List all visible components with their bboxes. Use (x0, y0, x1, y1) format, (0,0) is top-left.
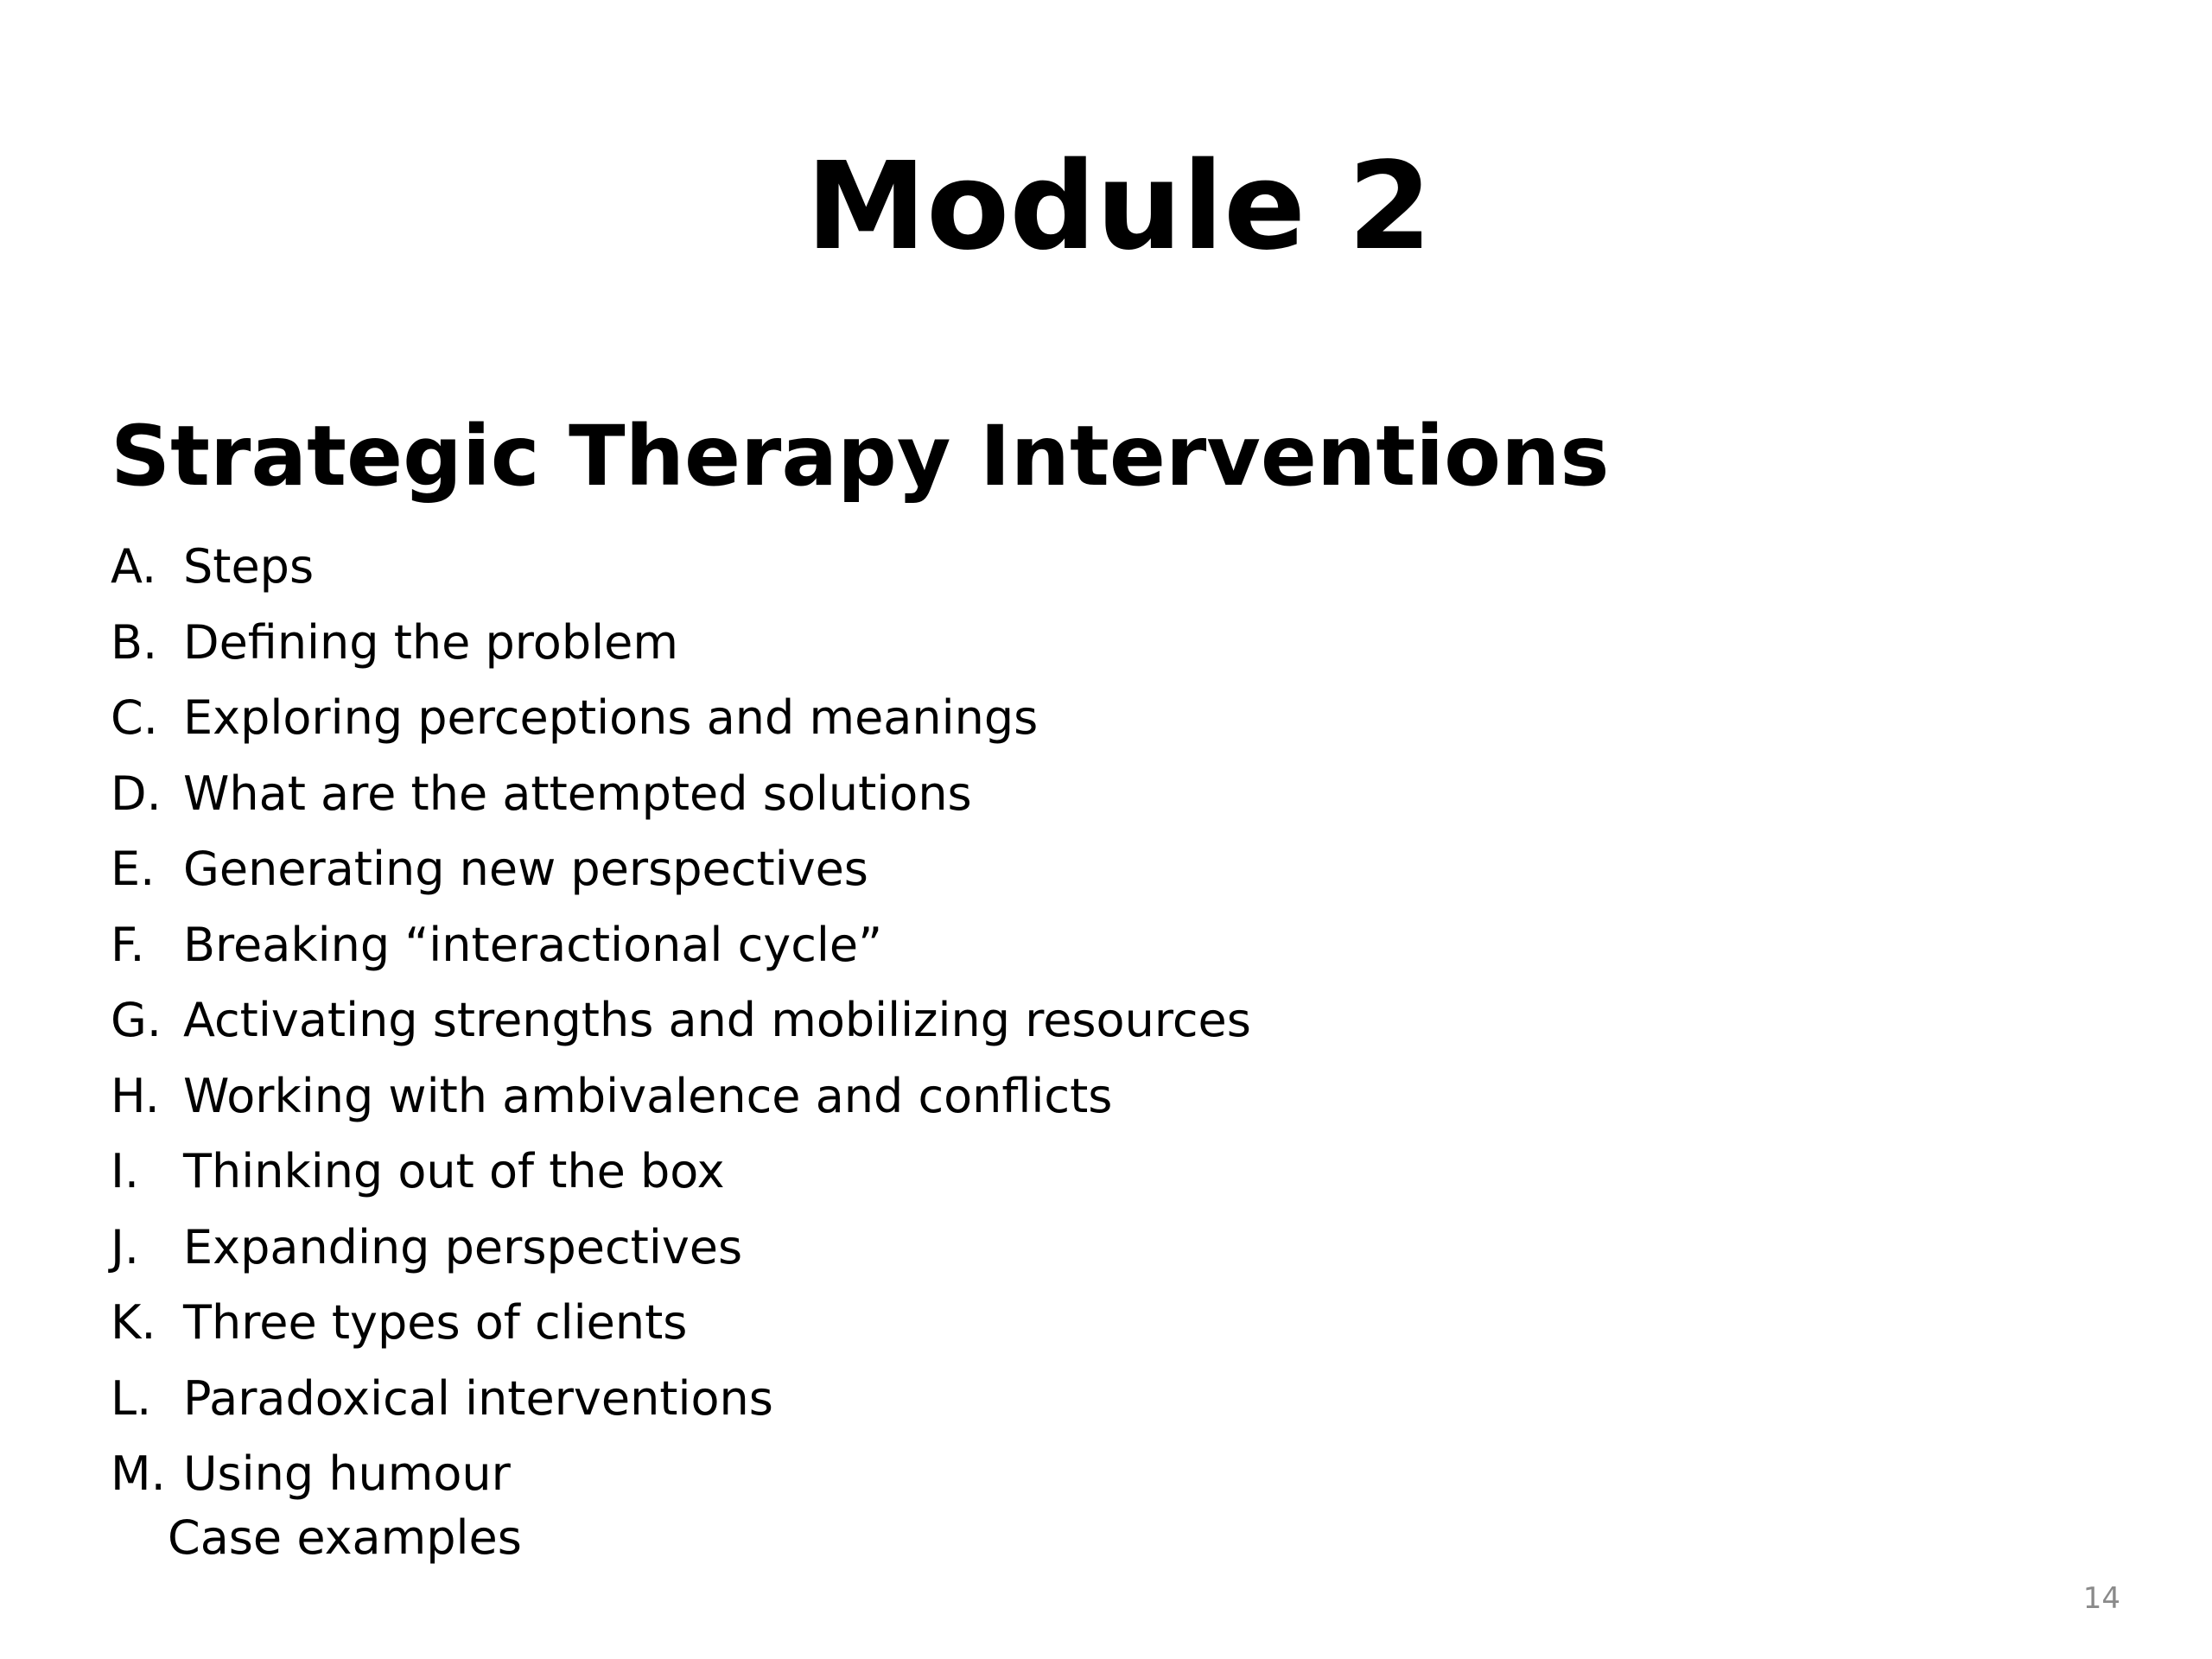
outline-text: Paradoxical interventions (183, 1370, 773, 1426)
outline-marker: L. (111, 1370, 152, 1426)
outline-item-b (111, 605, 1251, 681)
outline-text: Three types of clients (183, 1295, 688, 1350)
outline-text: Defining the problem (183, 614, 678, 670)
outline-text: Expanding perspectives (183, 1219, 743, 1274)
topic-outline (111, 529, 1251, 1512)
outline-marker: F. (111, 917, 145, 972)
outline-text: Generating new perspectives (183, 842, 868, 896)
outline-item-i (111, 1134, 1251, 1210)
outline-marker: B. (111, 614, 158, 670)
outline-text: Using humour (183, 1446, 511, 1501)
outline-marker: H. (111, 1068, 160, 1123)
page-number: 14 (2082, 1581, 2120, 1616)
outline-marker: K. (111, 1295, 156, 1350)
section-heading: Strategic Therapy Interventions (111, 408, 1610, 505)
outline-item-a (111, 529, 1251, 605)
outline-marker: C. (111, 690, 158, 745)
outline-text: Exploring perceptions and meanings (183, 690, 1039, 745)
outline-item-l (111, 1361, 1251, 1437)
outline-text: Working with ambivalence and conflicts (183, 1068, 1113, 1123)
outline-marker: D. (111, 766, 162, 821)
outline-text: Activating strengths and mobilizing resources (183, 993, 1251, 1047)
slide-title: Module 2 (805, 137, 1433, 277)
outline-marker: E. (111, 842, 156, 896)
outline-text: Steps (183, 539, 315, 594)
outline-text: What are the attempted solutions (183, 766, 972, 821)
outline-item-d (111, 756, 1251, 832)
outline-item-c (111, 680, 1251, 756)
case-examples-note: Case examples (168, 1510, 522, 1565)
outline-marker: J. (111, 1219, 140, 1274)
outline-marker: I. (111, 1144, 140, 1198)
outline-item-k (111, 1285, 1251, 1361)
outline-marker: A. (111, 539, 157, 594)
outline-item-e (111, 831, 1251, 907)
outline-text: Breaking “interactional cycle” (183, 917, 883, 972)
outline-item-f (111, 907, 1251, 983)
outline-marker: M. (111, 1446, 166, 1501)
outline-item-j (111, 1210, 1251, 1286)
outline-item-h (111, 1058, 1251, 1135)
outline-text: Thinking out of the box (183, 1144, 725, 1198)
outline-marker: G. (111, 993, 162, 1047)
outline-item-g (111, 982, 1251, 1058)
